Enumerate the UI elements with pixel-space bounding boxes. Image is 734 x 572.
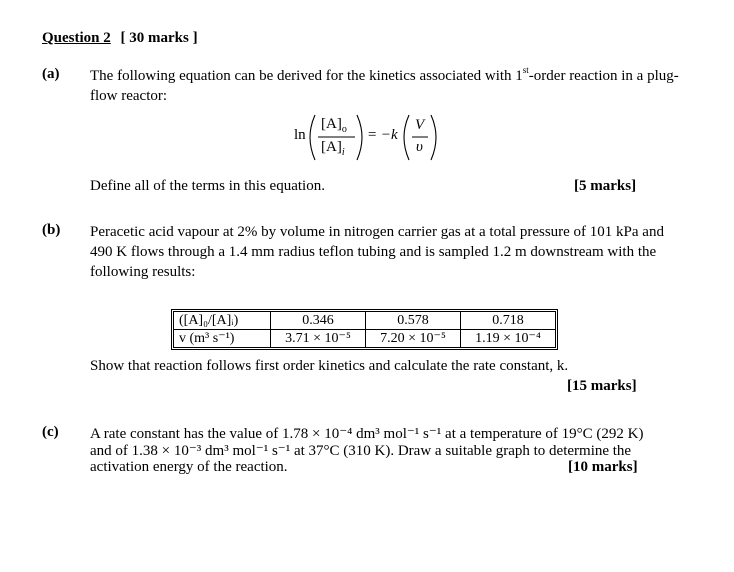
part-b-show: Show that reaction follows first order kinetics and calculate the rate constant, k. <box>90 358 569 374</box>
question-marks: [ 30 marks ] <box>120 30 198 46</box>
part-a-text-1: The following equation can be derived for the kinetics associated with 1 <box>90 68 523 84</box>
eq-equals-k: = −k <box>367 127 398 143</box>
part-b-label: (b) <box>42 222 61 238</box>
part-c-line2: and of 1.38 × 10⁻³ dm³ mol⁻¹ s⁻¹ at 37°C (310 K). Draw a suitable graph to determine the <box>90 443 632 459</box>
part-a-marks: [5 marks] <box>574 178 637 194</box>
table-cell: 7.20 × 10⁻⁵ <box>366 330 461 348</box>
part-b-marks: [15 marks] <box>567 378 637 394</box>
eq-ln: ln <box>294 127 306 143</box>
eq-num-sub: o <box>341 124 347 135</box>
part-a-text <box>90 66 690 106</box>
eq-numerator <box>321 116 347 133</box>
eq-den-text: [A] <box>321 139 342 155</box>
table-cell: 0.578 <box>366 312 461 330</box>
part-b-text: Peracetic acid vapour at 2% by volume in nitrogen carrier gas at a total pressure of 101 kPa and 490 K flows through a 1.4 mm radius teflon tubing and is sampled 1.2 m downstream with the following results: <box>90 224 664 280</box>
part-a-label: (a) <box>42 66 60 82</box>
eq-den-sub: i <box>341 147 345 158</box>
table-cell: v (m³ s⁻¹) <box>174 330 271 348</box>
part-a-text-2: -order reaction in a plug-flow reactor: <box>90 68 679 104</box>
part-a-define: Define all of the terms in this equation. <box>90 178 325 194</box>
table-cell: 1.19 × 10⁻⁴ <box>461 330 556 348</box>
table-cell: 0.718 <box>461 312 556 330</box>
eq-denominator <box>321 139 345 156</box>
eq-V: V <box>415 117 425 133</box>
table-row <box>174 312 556 330</box>
part-a-text-sup: st <box>522 65 529 75</box>
part-c-label: (c) <box>42 424 59 440</box>
table-cell: 0.346 <box>271 312 366 330</box>
table-cell: ([A]₀/[A]ᵢ) <box>174 312 271 330</box>
eq-num-text: [A] <box>321 116 342 132</box>
rate-equation <box>285 109 445 165</box>
table-row <box>174 330 556 348</box>
results-table <box>173 311 556 348</box>
question-number: Question 2 <box>42 30 111 46</box>
question-title <box>42 30 198 47</box>
part-c-marks: [10 marks] <box>568 459 638 475</box>
part-c-line3: activation energy of the reaction. <box>90 459 288 475</box>
part-c-line1: A rate constant has the value of 1.78 × 10⁻⁴ dm³ mol⁻¹ s⁻¹ at a temperature of 19°C (292 K) <box>90 426 644 442</box>
eq-v: υ <box>416 139 423 155</box>
table-cell: 3.71 × 10⁻⁵ <box>271 330 366 348</box>
